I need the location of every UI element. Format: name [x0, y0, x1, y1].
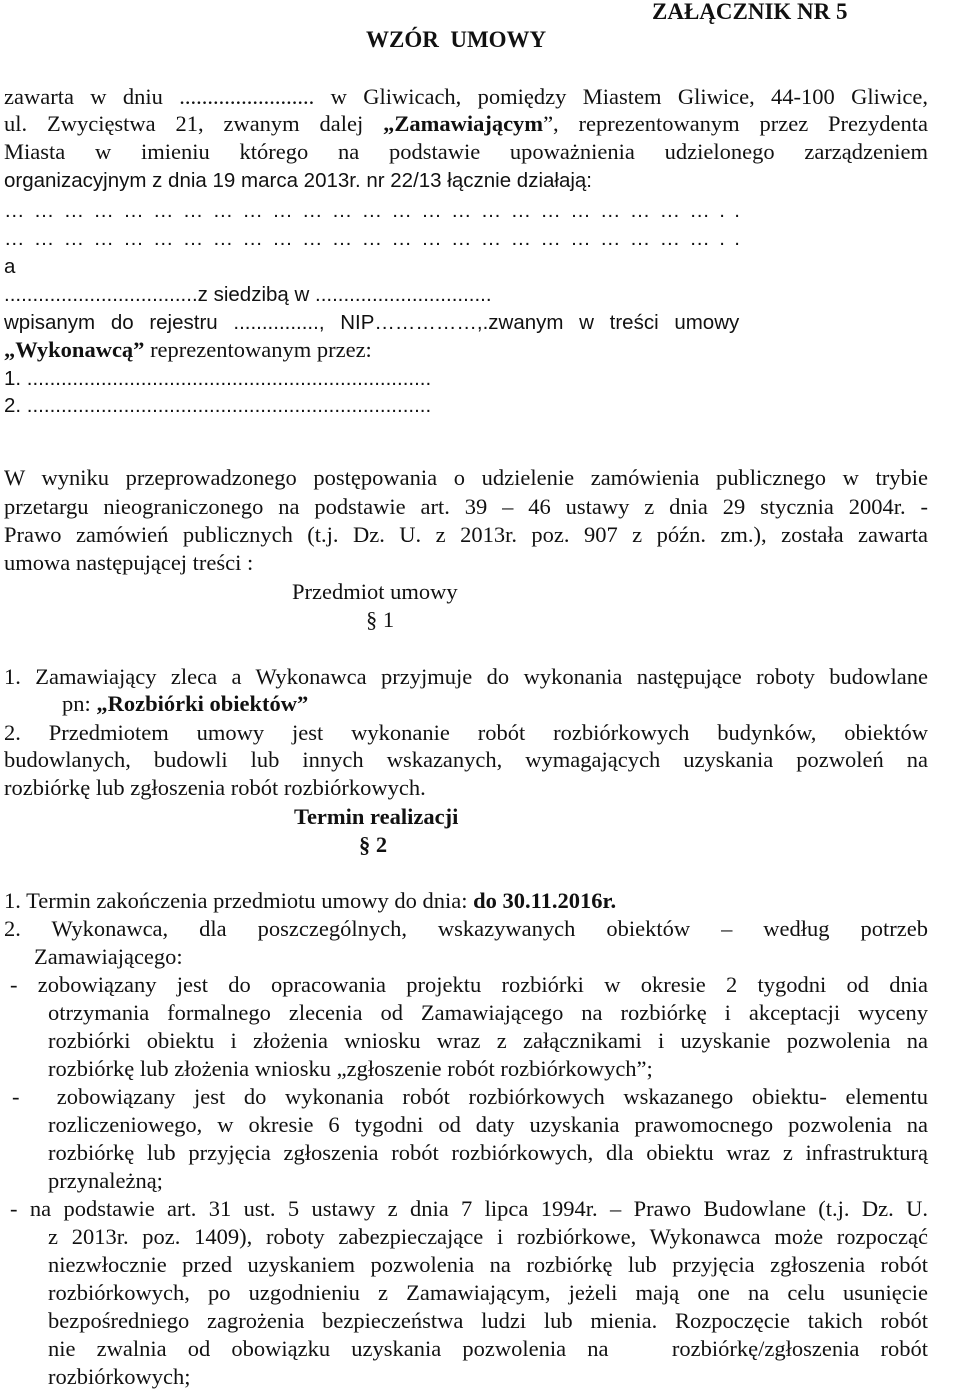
party-wykonawca: „Wykonawcą” [4, 337, 145, 362]
attachment-label: ZAŁĄCZNIK NR 5 [652, 0, 848, 24]
s2-b1-line-4: rozbiórkę lub złożenia wniosku „zgłoszenie robót rozbiórkowych”; [48, 1056, 653, 1081]
s2-b3-line-1: - na podstawie art. 31 ust. 5 ustawy z dnia 7 lipca 1994r. – Prawo Budowlane (t.j. Dz. U. [10, 1196, 928, 1221]
register-rest: ……………,.zwanym w treści umowy [374, 311, 740, 334]
contract-subject: „Rozbiórki obiektów” [96, 691, 309, 716]
intro-line-4-rest: . nr 22/13 łącznie działają: [354, 169, 592, 192]
s1-p2-line-3: rozbiórkę lub zgłoszenia robót rozbiórkowych. [4, 775, 426, 800]
intro-line-1: zawarta w dniu ........................ w Gliwicach, pomiędzy Miastem Gliwice, 44-100 Gliwice, [4, 84, 928, 109]
s2-b1-line-3: rozbiórki obiektu i złożenia wniosku wraz z załącznikami i uzyskanie pozwolenia na [48, 1028, 928, 1053]
s2-b2-line-4: przynależną; [48, 1168, 163, 1193]
contractor-seat-line: ..................................z siedzibą w ............................... [4, 283, 492, 306]
s2-b1-line-2: otrzymania formalnego zlecenia od Zamawiającego na rozbiórkę i akceptacji wyceny [48, 1000, 928, 1025]
s2-p2-line-2: Zamawiającego: [34, 944, 183, 969]
representative-1: 1. ....................................................................... [4, 367, 432, 390]
s2-p1 [4, 887, 928, 915]
s2-b1-line-1: - zobowiązany jest do opracowania projektu rozbiórki w okresie 2 tygodni od dnia [10, 972, 928, 997]
s2-b3-line-3: niezwłocznie przed uzyskaniem pozwolenia na rozbiórkę lub przyjęcia zgłoszenia robót [48, 1252, 928, 1277]
contractor-name-rest: reprezentowanym przez: [144, 337, 372, 362]
section-1-number: § 1 [366, 607, 395, 632]
s2-b3-line-7: rozbiórkowych; [48, 1364, 191, 1389]
intro-line-4 [4, 167, 928, 195]
s2-p2-line-1: 2. Wykonawca, dla poszczególnych, wskazywanych obiektów – według potrzeb [4, 916, 928, 941]
s1-p2-line-2: budowlanych, budowli lub innych wskazanych, wymagających uzyskania pozwoleń na [4, 747, 928, 772]
dots-line-2: ……………………………………………………………….. [4, 227, 750, 250]
s2-b2-line-3: rozbiórkę lub przyjęcia zgłoszenia robót rozbiórkowych, dla obiektu wraz z infrastrukturą [48, 1140, 928, 1165]
deadline-date: do 30.11.2016r. [473, 888, 617, 913]
preamble-line-3: Prawo zamówień publicznych (t.j. Dz. U. z 2013r. poz. 907 z późn. zm.), została zawarta [4, 522, 928, 547]
intro-line-4-text: organizacyjnym z dnia 19 marca 2013r [4, 169, 355, 192]
s2-b3-line-6: nie zwalnia od obowiązku uzyskania pozwolenia na rozbiórkę/zgłoszenia robót [48, 1336, 928, 1361]
section-2-title: Termin realizacji [294, 804, 459, 829]
register-text: wpisanym do rejestru ..............., NIP [4, 311, 375, 334]
conjunction-a: a [4, 255, 16, 278]
contractor-name-line [4, 336, 928, 364]
section-1-title: Przedmiot umowy [292, 579, 458, 604]
representative-2: 2. ....................................................................... [4, 394, 432, 417]
s1-p1-cont [62, 690, 662, 718]
preamble-line-1: W wyniku przeprowadzonego postępowania o udzielenie zamówienia publicznego w trybie [4, 465, 928, 490]
s2-p1-text: 1. Termin zakończenia przedmiotu umowy do dnia: [4, 888, 474, 913]
intro-line-2-rest: ”, reprezentowanym przez Prezydenta [543, 111, 928, 136]
s2-b3-line-4: rozbiórkowych, po uzgodnieniu z Zamawiającym, jeżeli mają one na celu usunięcie [48, 1280, 928, 1305]
s2-b2-line-2: rozliczeniowego, w okresie 6 tygodni od daty uzyskania prawomocnego pozwolenia na [48, 1112, 928, 1137]
s1-p1-cont-text: pn: [62, 691, 97, 716]
intro-line-3: Miasta w imieniu którego na podstawie upoważnienia udzielonego zarządzeniem [4, 139, 928, 164]
intro-line-2 [4, 110, 928, 138]
s2-b3-line-5: bezpośredniego zagrożenia bezpieczeństwa ludzi lub mienia. Rozpoczęcie takich robót [48, 1308, 928, 1333]
section-2-number: § 2 [359, 832, 388, 857]
s1-p1: 1. Zamawiający zleca a Wykonawca przyjmuje do wykonania następujące roboty budowlane [4, 664, 928, 689]
preamble-line-2: przetargu nieograniczonego na podstawie art. 39 – 46 ustawy z dnia 29 stycznia 2004r. - [4, 494, 928, 519]
s2-b3-line-2: z 2013r. poz. 1409), roboty zabezpieczające i rozbiórkowe, Wykonawca może rozpocząć [48, 1224, 928, 1249]
party-zamawiajacy: „Zamawiającym [383, 111, 544, 136]
dots-line-1: ……………………………………………………………….. [4, 199, 750, 222]
s1-p2-line-1: 2. Przedmiotem umowy jest wykonanie robót rozbiórkowych budynków, obiektów [4, 720, 928, 745]
document-title: WZÓR UMOWY [366, 27, 547, 52]
intro-line-2-text: ul. Zwycięstwa 21, zwanym dalej [4, 111, 384, 136]
contractor-register-line [4, 309, 928, 337]
s2-b2-line-1: - zobowiązany jest do wykonania robót rozbiórkowych wskazanego obiektu- elementu [12, 1084, 928, 1109]
preamble-line-4: umowa następującej treści : [4, 550, 254, 575]
